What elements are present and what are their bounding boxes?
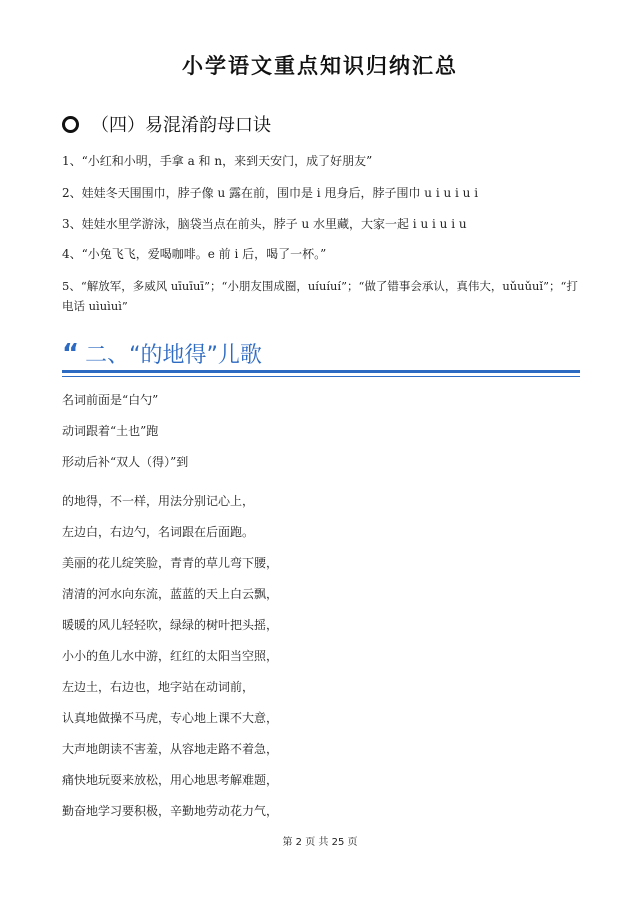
page-number-footer: 第 2 页 共 25 页 [282, 837, 358, 848]
poem-line: 小小的鱼儿水中游，红红的太阳当空照， [62, 649, 279, 663]
heading-divider [62, 370, 580, 373]
poem-line: 左边土，右边也，地字站在动词前， [62, 680, 255, 694]
rule-line: 形动后补“双人（得）”到 [62, 455, 189, 469]
poem-line: 勤奋地学习要积极，辛勤地劳动花力气， [62, 804, 279, 818]
verse-item-3: 3、娃娃水里学游泳，脑袋当点在前头，脖子 u 水里藏，大家一起 i u i u i u [62, 217, 467, 231]
subsection-heading [62, 111, 271, 137]
verse-item-1: 1、“小红和小明，手拿 a 和 n，来到天安门，成了好朋友” [62, 154, 373, 168]
section-heading-text: 二、“的地得”儿歌 [85, 343, 262, 368]
poem-line: 认真地做操不马虎，专心地上课不大意， [62, 711, 279, 725]
poem-line: 清清的河水向东流，蓝蓝的天上白云飘， [62, 587, 279, 601]
circle-bullet-icon [62, 116, 79, 133]
poem-line: 痛快地玩耍来放松，用心地思考解难题， [62, 773, 279, 787]
quote-icon: “ [62, 338, 80, 369]
poem-line: 暖暖的风儿轻轻吹，绿绿的树叶把头摇， [62, 618, 279, 632]
poem-line: 美丽的花儿绽笑脸，青青的草儿弯下腰， [62, 556, 279, 570]
rule-line: 动词跟着“土也”跑 [62, 424, 159, 438]
poem-line: 大声地朗读不害羞，从容地走路不着急， [62, 742, 279, 756]
poem-line: 左边白，右边勺，名词跟在后面跑。 [62, 525, 255, 539]
poem-line: 的地得，不一样，用法分别记心上， [62, 494, 255, 508]
page-title: 小学语文重点知识归纳汇总 [182, 54, 458, 78]
subsection-heading-text: （四）易混淆韵母口诀 [91, 115, 271, 136]
section-heading [62, 338, 262, 369]
rule-line: 名词前面是“白勺” [62, 393, 159, 407]
heading-divider-thin [62, 376, 580, 377]
verse-item-2: 2、娃娃冬天围围巾，脖子像 u 露在前，围巾是 i 甩身后，脖子围巾 u i u i u i [62, 186, 479, 200]
verse-item-5: 5、“解放军，多威风 uīuīuī”；“小朋友围成圈，uíuíuí”；“做了错事会承认，真伟大，uǔuǔuǐ”；“打电话 uìuìuì” [62, 279, 578, 313]
verse-item-4: 4、“小兔飞飞，爱喝咖啡。e 前 i 后，喝了一杯。” [62, 247, 327, 261]
